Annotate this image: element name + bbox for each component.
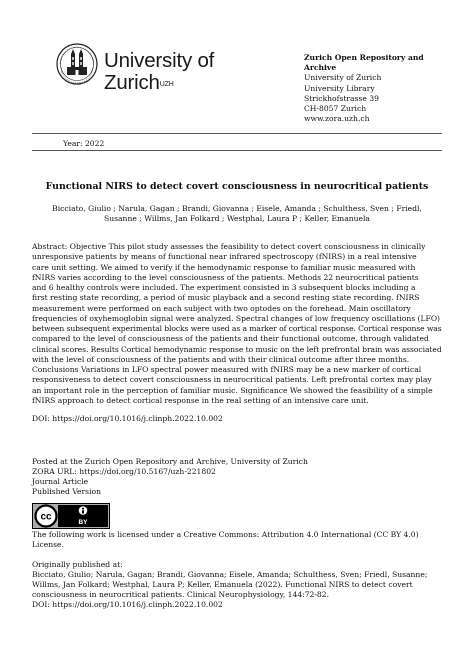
publication-year: Year: 2022 <box>63 139 105 148</box>
repository-address-line: CH-8057 Zurich <box>304 104 367 114</box>
wordmark-university: University of <box>104 49 215 72</box>
repository-title-line2: Archive <box>304 63 337 73</box>
abstract <box>32 242 442 406</box>
abstract-line: and 6 healthy controls were included. The experiment consisted in 3 subsequent blocks including a <box>32 283 416 292</box>
license-statement <box>32 530 442 550</box>
wordmark-suffix: UZH <box>159 81 174 88</box>
repository-website-link[interactable]: www.zora.uzh.ch <box>304 114 370 124</box>
abstract-line: responsiveness to detect covert consciousness in neurocritical patients. Left prefrontal cortex may play <box>32 375 432 385</box>
author-line: Bicciato, Giulio ; Narula, Gagan ; Brandi, Giovanna ; Eisele, Amanda ; Schulthess, Sven ; Friedl, <box>52 204 422 213</box>
wordmark-city: Zurich <box>104 71 160 94</box>
abstract-line: compared to the level of consciousness of the patients and their functional outcome, through validated <box>32 334 429 344</box>
cc-badge-text: cc <box>40 511 52 523</box>
repository-title-line1: Zurich Open Repository and <box>304 53 424 62</box>
posting-info <box>32 457 308 497</box>
abstract-line: between subsequent experimental blocks were used as a marker of cortical response. Cortical response was <box>32 324 442 333</box>
original-heading: Originally published at: <box>32 560 123 569</box>
abstract-line: care unit setting. We aimed to verify if the hemodynamic response to familiar music measured with <box>32 262 416 272</box>
license-line: The following work is licensed under a Creative Commons: Attribution 4.0 International (CC BY 4.0) <box>32 530 419 539</box>
abstract-line: first resting state recording, a period of music playback and a second resting state recording. fNIRS <box>32 293 420 303</box>
paper-title: Functional NIRS to detect covert consciousness in neurocritical patients <box>45 181 429 192</box>
abstract-line: with the level of consciousness of the patients and with their clinical outcome after three months. <box>32 354 410 364</box>
repository-address-block <box>304 53 464 124</box>
abstract-line: fNIRS varies according to the level consciousness of the patients. Methods 22 neurocritical patients <box>32 272 419 282</box>
repository-address-line: University Library <box>304 83 375 93</box>
author-line: Susanne ; Willms, Jan Folkard ; Westphal, Laura P ; Keller, Emanuela <box>104 213 370 223</box>
by-badge-text: BY <box>78 519 88 526</box>
abstract-line: Conclusions Variations in LFO spectral power measured with fNIRS may be a new marker of cortical <box>32 365 422 374</box>
repository-address-line: Strickhofstrasse 39 <box>304 93 379 103</box>
abstract-line: Abstract: Objective This pilot study assesses the feasibility to detect covert consciousness in clinically <box>32 242 426 251</box>
original-doi-link[interactable]: DOI: https://doi.org/10.1016/j.clinph.2022.10.002 <box>32 599 223 609</box>
posting-line: Posted at the Zurich Open Repository and Archive, University of Zurich <box>32 457 308 466</box>
version-label: Published Version <box>32 486 101 496</box>
university-seal-logo <box>56 43 98 85</box>
repository-address-line: University of Zurich <box>304 73 382 83</box>
doi-link[interactable]: DOI: https://doi.org/10.1016/j.clinph.2022.10.002 <box>32 414 223 423</box>
item-type: Journal Article <box>32 476 89 486</box>
citation-line: Bicciato, Giulio; Narula, Gagan; Brandi, Giovanna; Eisele, Amanda; Schulthess, Sven; Friedl, Susanne; <box>32 569 428 579</box>
abstract-line: unresponsive patients by means of functional near infrared spectroscopy (fNIRS) in a real intensive <box>32 252 417 262</box>
citation-line: consciousness in neurocritical patients. Clinical Neurophysiology, 144:72-82. <box>32 589 330 599</box>
cc-by-license-badge[interactable] <box>32 503 110 529</box>
abstract-line: measurement were performed on each subject with two optodes on the forehead. Main oscillatory <box>32 303 411 313</box>
original-publication <box>32 560 427 610</box>
citation-line: Willms, Jan Folkard; Westphal, Laura P; Keller, Emanuela (2022). Functional NIRS to detect covert <box>32 579 413 589</box>
abstract-line: frequencies of oxyhemoglobin signal were analyzed. Spectral changes of low frequency oscillations (LFO) <box>32 313 441 323</box>
license-line: License. <box>32 540 64 549</box>
year-divider <box>32 150 442 151</box>
header-divider <box>32 133 442 134</box>
author-list <box>52 204 422 224</box>
zora-url-link[interactable]: ZORA URL: https://doi.org/10.5167/uzh-221802 <box>32 466 216 476</box>
abstract-line: fNIRS approach to detect cortical response in the real setting of an intensive care unit. <box>32 395 369 405</box>
abstract-line: clinical scores. Results Cortical hemodynamic response to music on the left prefrontal brain was associated <box>32 344 442 354</box>
university-wordmark <box>104 50 214 94</box>
abstract-line: an important role in the perception of familiar music. Significance We showed the feasibility of a simple <box>32 385 433 395</box>
